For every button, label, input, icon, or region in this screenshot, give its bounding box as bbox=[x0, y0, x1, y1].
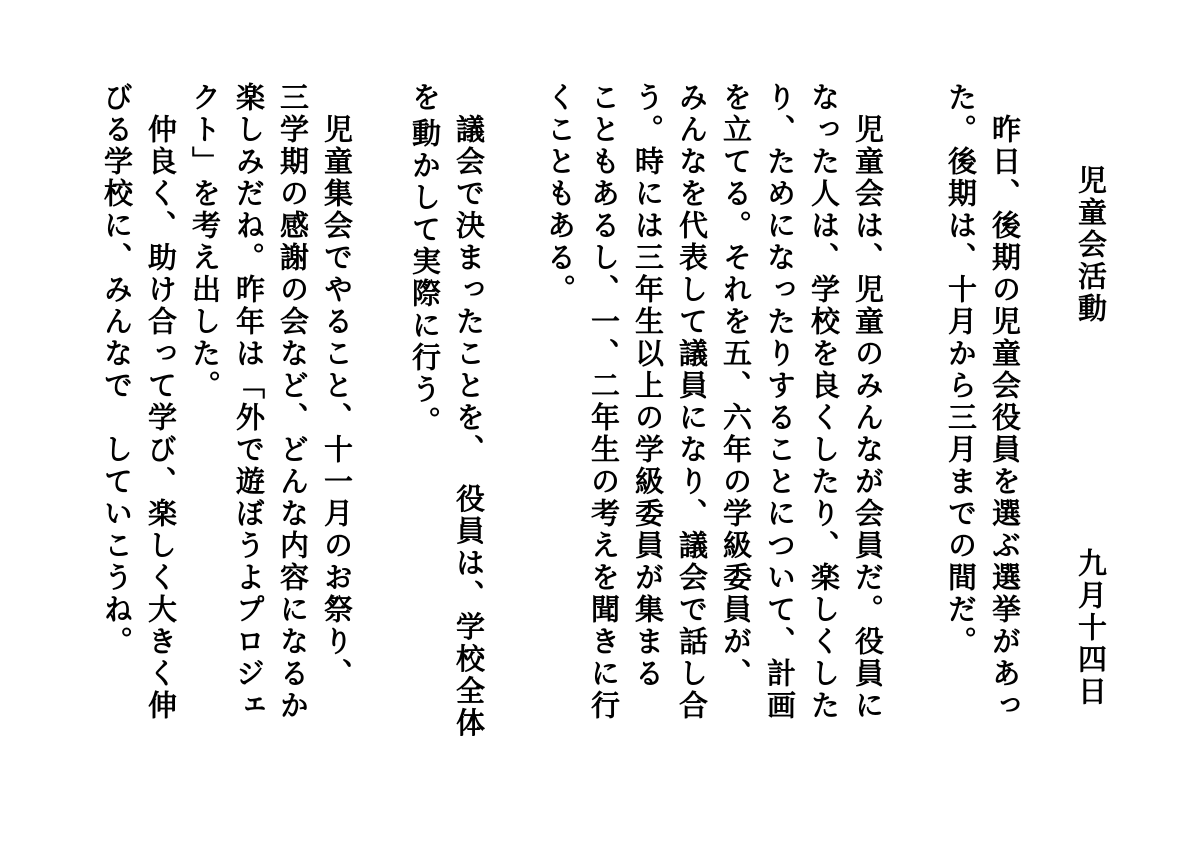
body-line-4: なった人は、学校を良くしたり、楽しくした bbox=[807, 82, 841, 722]
body-line-17: クト」を考え出した。 bbox=[188, 82, 222, 402]
body-line-8: う。時には三年生以上の学級委員が集まる bbox=[631, 82, 665, 690]
body-line-3: 児童会は、児童のみんなが会員だ。役員に bbox=[851, 82, 885, 722]
body-line-11: を bbox=[408, 82, 442, 114]
body-line-12: 議会で決まったことを、 役員は、学校全体 bbox=[452, 82, 486, 740]
body-line-13: 動かして実際に行う。 bbox=[408, 118, 442, 438]
body-line-2: 昨日、後期の児童会役員を選ぶ選挙があっ bbox=[988, 82, 1022, 722]
body-line-16: 楽しみだね。昨年は「外で遊ぼうよプロジェ bbox=[232, 82, 266, 722]
body-line-19: びる学校に、みんなで していこうね。 bbox=[100, 82, 134, 658]
body-line-5: り、ためになったりすることについて、計画 bbox=[763, 82, 797, 722]
body-line-9: こともあるし、一、二年生の考えを聞きに行 bbox=[587, 82, 621, 722]
body-line-7: みんなを代表して議員になり、議会で話し合 bbox=[675, 82, 709, 722]
body-line-10: くこともある。 bbox=[543, 82, 577, 306]
document-title: 児童会活動 bbox=[1074, 165, 1108, 325]
body-line-14: 三学期の感謝の会など、どんな内容になるか bbox=[276, 82, 310, 722]
body-line-15: 児童集会でやること、十一月のお祭り、 bbox=[320, 82, 354, 690]
body-line-1: た。後期は、十月から三月までの間だ。 bbox=[944, 82, 978, 658]
body-line-18: 仲良く、助け合って学び、楽しく大きく伸 bbox=[144, 82, 178, 722]
document-date: 九月十四日 bbox=[1074, 548, 1108, 708]
body-line-6: を立てる。それを五、六年の学級委員が、 bbox=[719, 82, 753, 690]
